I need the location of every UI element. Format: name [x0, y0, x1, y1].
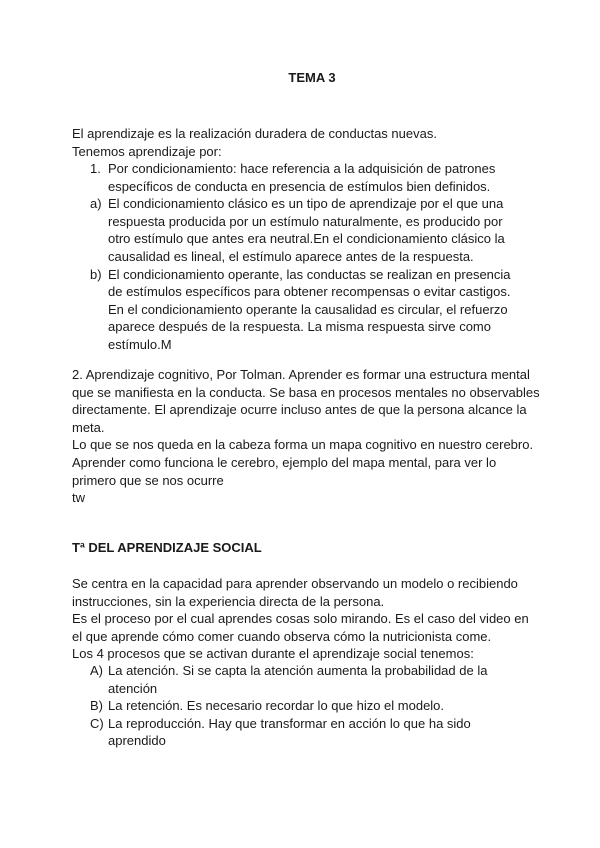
- list-marker: a): [90, 196, 102, 212]
- list-item-text: La retención. Es necesario recordar lo que hizo el modelo.: [108, 698, 445, 714]
- list-item: [90, 160, 520, 195]
- paragraph: Se centra en la capacidad para aprender observando un modelo o recibiendo instrucciones, sin la experiencia directa de la persona.: [72, 576, 518, 609]
- list-marker: B): [90, 698, 103, 714]
- list-item: [90, 195, 520, 265]
- conditioning-list: [90, 160, 520, 354]
- list-item-text: El condicionamiento clásico es un tipo de aprendizaje por el que una respuesta producida por un estímulo naturalmente, es producido por otro estímulo que antes era neutral.En el condicionamiento clásico la causalidad es lineal, el estímulo aparece antes de la respuesta.: [108, 196, 505, 264]
- list-item: [90, 715, 520, 750]
- list-item-text: La reproducción. Hay que transformar en acción lo que ha sido aprendido: [108, 715, 471, 749]
- intro-line: Tenemos aprendizaje por:: [72, 143, 222, 159]
- list-marker: b): [90, 266, 102, 282]
- paragraph: tw: [72, 490, 85, 506]
- list-item-text: La atención. Si se capta la atención aumenta la probabilidad de la atención: [108, 663, 488, 696]
- list-marker: 1.: [90, 161, 101, 176]
- paragraph: Es el proceso por el cual aprendes cosas solo mirando. Es el caso del video en el que aprende cómo comer cuando observa cómo la nutricionista come.: [72, 611, 529, 644]
- paragraph: Los 4 procesos que se activan durante el aprendizaje social tenemos:: [72, 646, 474, 662]
- list-item-text: El condicionamiento operante, las conductas se realizan en presencia de estímulos específicos para obtener recompensas o evitar castigos. En el condicionamiento operante la causalidad es circular, el refuerzo aparece después de la respuesta. La misma respuesta sirve como estímulo.M: [108, 266, 511, 352]
- social-section: [72, 575, 542, 663]
- cognitive-section: [72, 366, 542, 507]
- list-item: [90, 266, 520, 354]
- intro-section: [72, 125, 542, 160]
- list-item-text: Por condicionamiento: hace referencia a la adquisición de patrones específicos de conducta en presencia de estímulos bien definidos.: [108, 161, 496, 194]
- processes-list: [90, 662, 520, 750]
- intro-line: El aprendizaje es la realización duradera de conductas nuevas.: [72, 126, 437, 141]
- paragraph: 2. Aprendizaje cognitivo, Por Tolman. Aprender es formar una estructura mental que se manifiesta en la conducta. Se basa en procesos mentales no observables directamente. El aprendizaje ocurre incluso antes de que la persona alcance la meta.: [72, 367, 540, 435]
- list-marker: A): [90, 663, 103, 678]
- list-item: [90, 662, 520, 697]
- list-marker: C): [90, 715, 104, 731]
- section-heading: Tª DEL APRENDIZAJE SOCIAL: [72, 540, 262, 555]
- list-item: [90, 697, 520, 715]
- page-title: TEMA 3: [288, 70, 336, 85]
- paragraph: Lo que se nos queda en la cabeza forma un mapa cognitivo en nuestro cerebro. Aprender como funciona le cerebro, ejemplo del mapa mental, para ver lo primero que se nos ocurre: [72, 437, 534, 488]
